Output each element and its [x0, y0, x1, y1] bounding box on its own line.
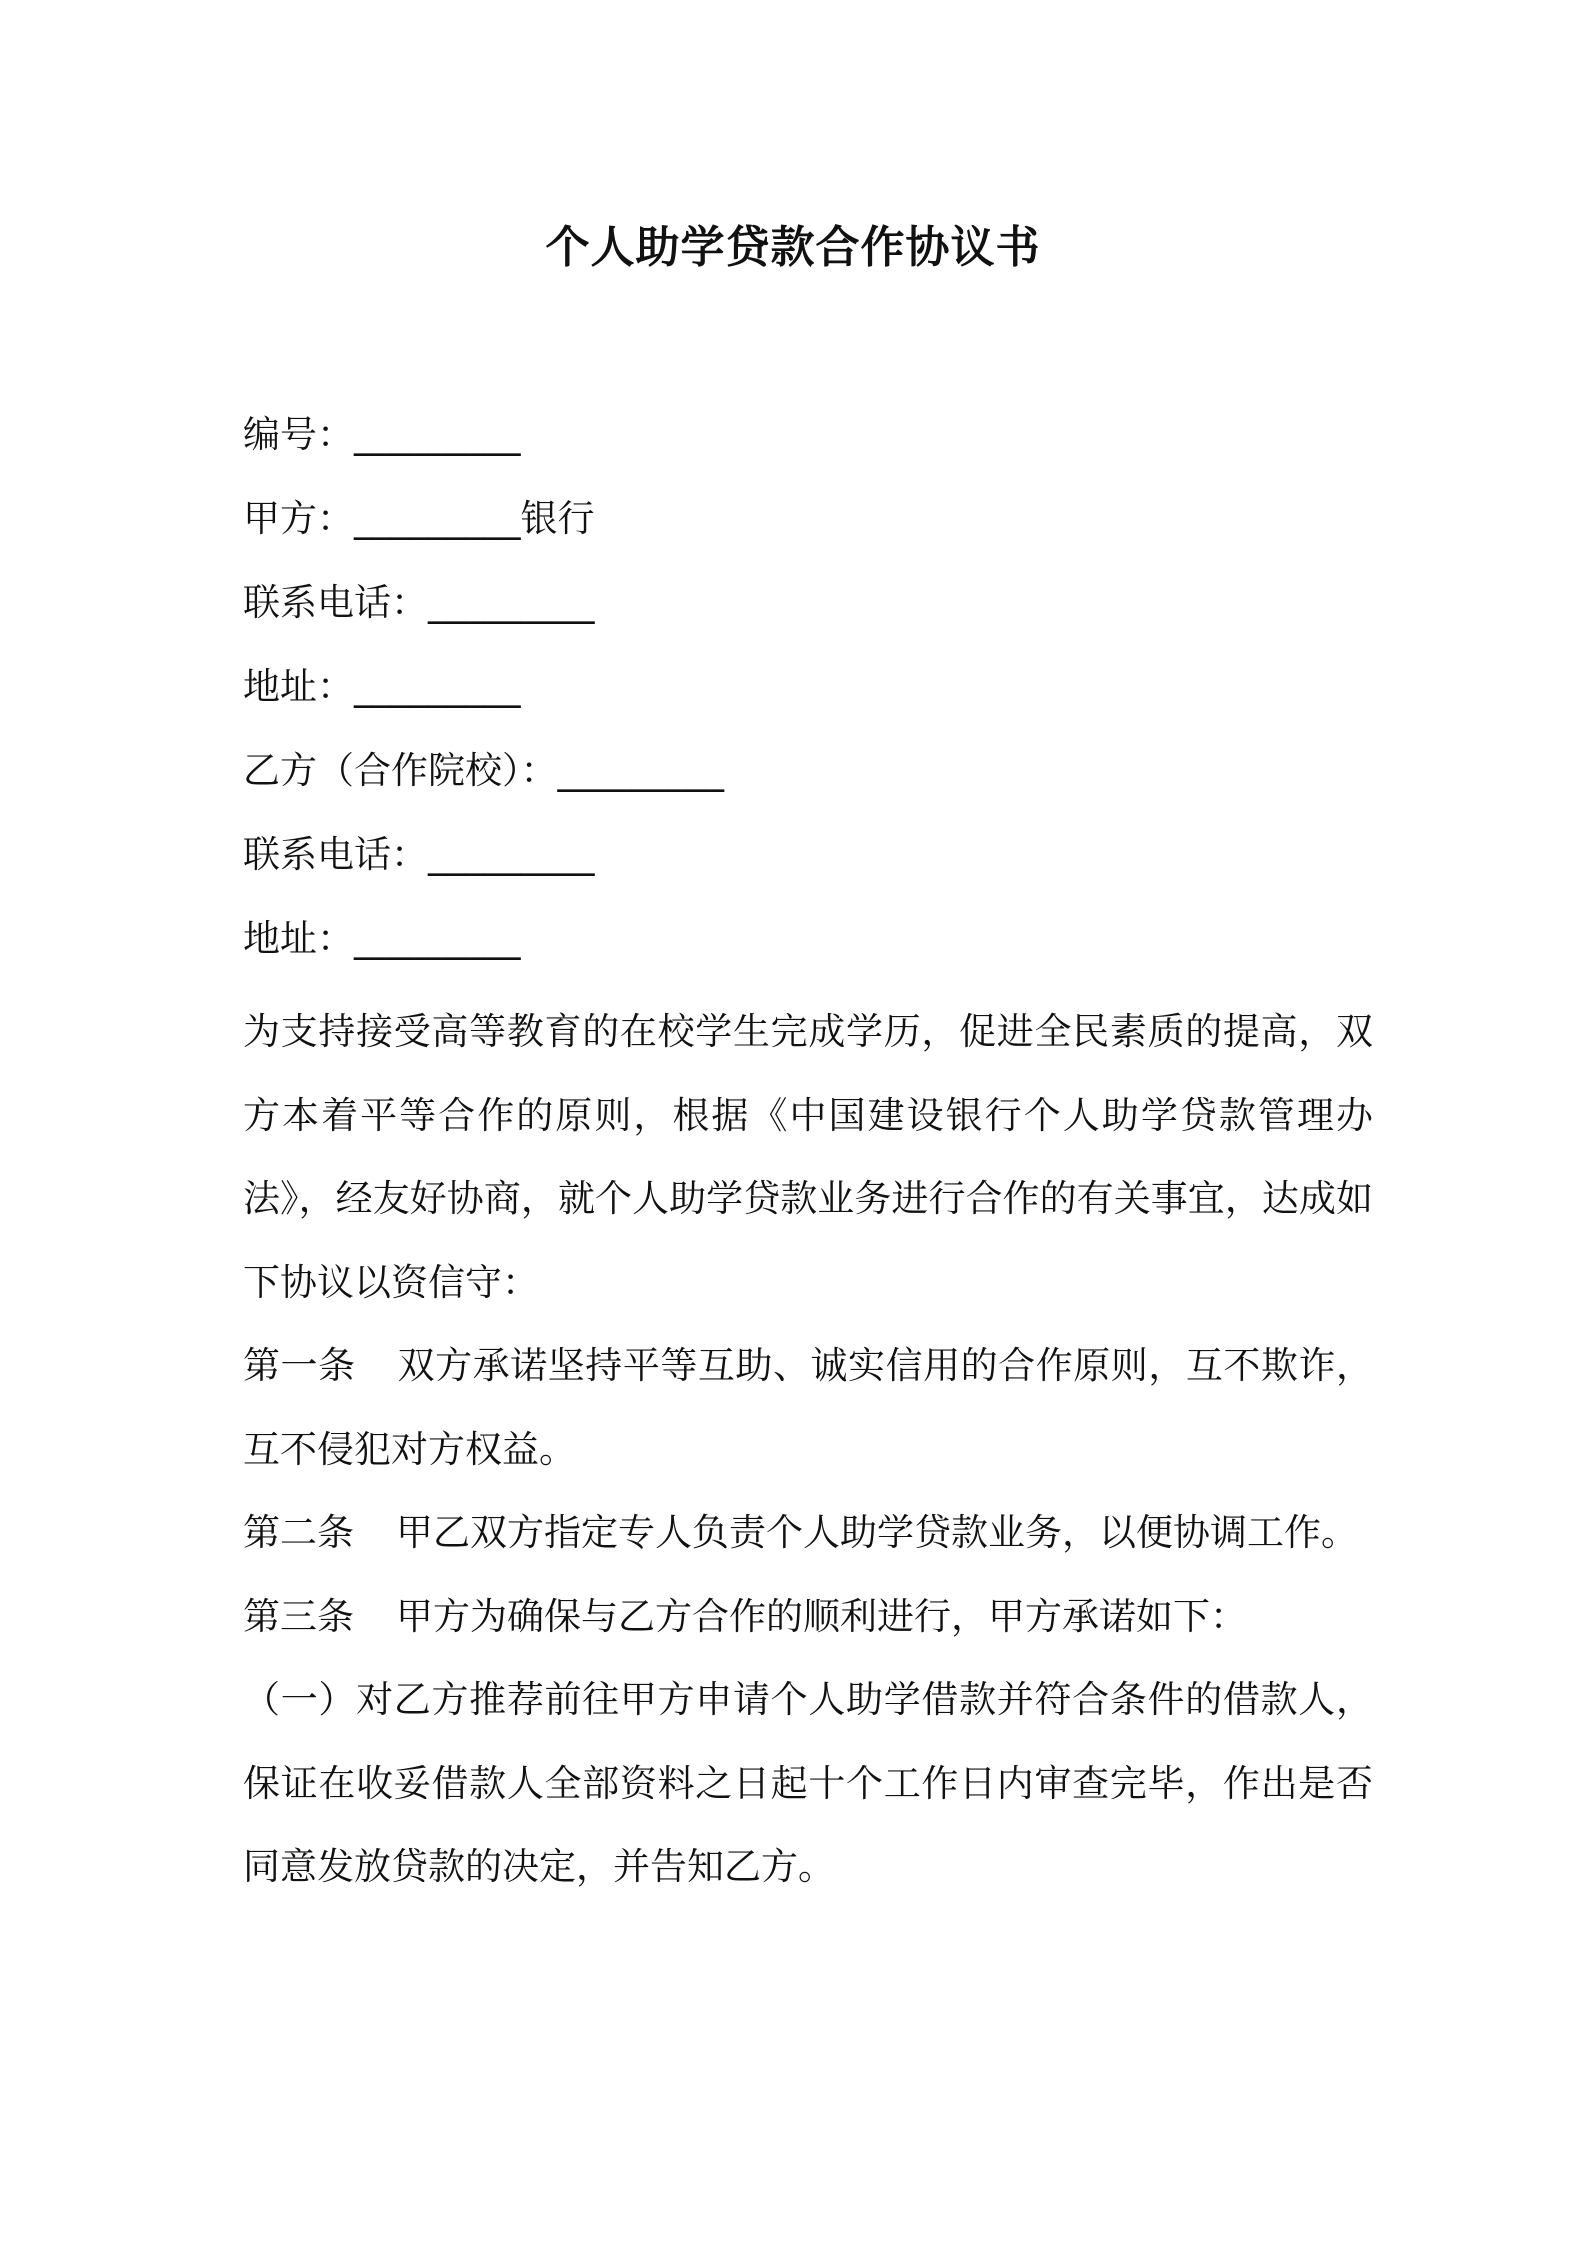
field-label: 乙方（合作院校）：: [243, 749, 558, 792]
party-info-fields: [243, 405, 1363, 993]
field-suffix: 银行: [520, 497, 595, 540]
article-number: 第三条: [243, 1594, 354, 1638]
field-label: 联系电话：: [243, 833, 428, 876]
field-label: 地址：: [243, 917, 354, 960]
field-party-a: [243, 489, 1363, 573]
field-party-b-phone: [243, 825, 1363, 909]
field-blank: _________: [428, 581, 595, 624]
field-party-a-address: [243, 657, 1363, 741]
document-title: 个人助学贷款合作协议书: [545, 222, 1041, 273]
field-label: 编号：: [243, 413, 354, 456]
article-number: 第二条: [243, 1511, 354, 1554]
article-3: [243, 1575, 1373, 1659]
field-party-a-phone: [243, 573, 1363, 657]
article-text: 甲乙双方指定专人负责个人助学贷款业务，以便协调工作。: [396, 1511, 1358, 1554]
article-number: 第一条: [243, 1344, 356, 1387]
field-label: 联系电话：: [243, 581, 428, 624]
field-party-b-address: [243, 909, 1363, 993]
article-2: [243, 1491, 1373, 1575]
agreement-body: [243, 990, 1373, 1909]
field-label: 地址：: [243, 665, 354, 708]
preamble-paragraph: 为支持接受高等教育的在校学生完成学历，促进全民素质的提高，双方本着平等合作的原则，根据《中国建设银行个人助学贷款管理办法》，经友好协商，就个人助学贷款业务进行合作的有关事宜，达成如下协议以资信守：: [243, 1010, 1373, 1304]
clause-1: （一）对乙方推荐前往甲方申请个人助学借款并符合条件的借款人，保证在收妥借款人全部资料之日起十个工作日内审查完毕，作出是否同意发放贷款的决定，并告知乙方。: [243, 1678, 1373, 1888]
article-text: 甲方为确保与乙方合作的顺利进行，甲方承诺如下：: [396, 1594, 1247, 1638]
article-1: [243, 1324, 1373, 1491]
field-blank: _________: [354, 413, 521, 456]
field-blank: _________: [354, 497, 521, 540]
field-label: 甲方：: [243, 497, 354, 540]
field-blank: _________: [354, 917, 521, 960]
field-blank: _________: [354, 665, 521, 708]
field-blank: _________: [428, 833, 595, 876]
field-party-b: [243, 741, 1363, 825]
article-text: 双方承诺坚持平等互助、诚实信用的合作原则，互不欺诈，互不侵犯对方权益。: [243, 1344, 1374, 1471]
field-blank: _________: [557, 749, 724, 792]
field-serial-number: [243, 405, 1363, 489]
